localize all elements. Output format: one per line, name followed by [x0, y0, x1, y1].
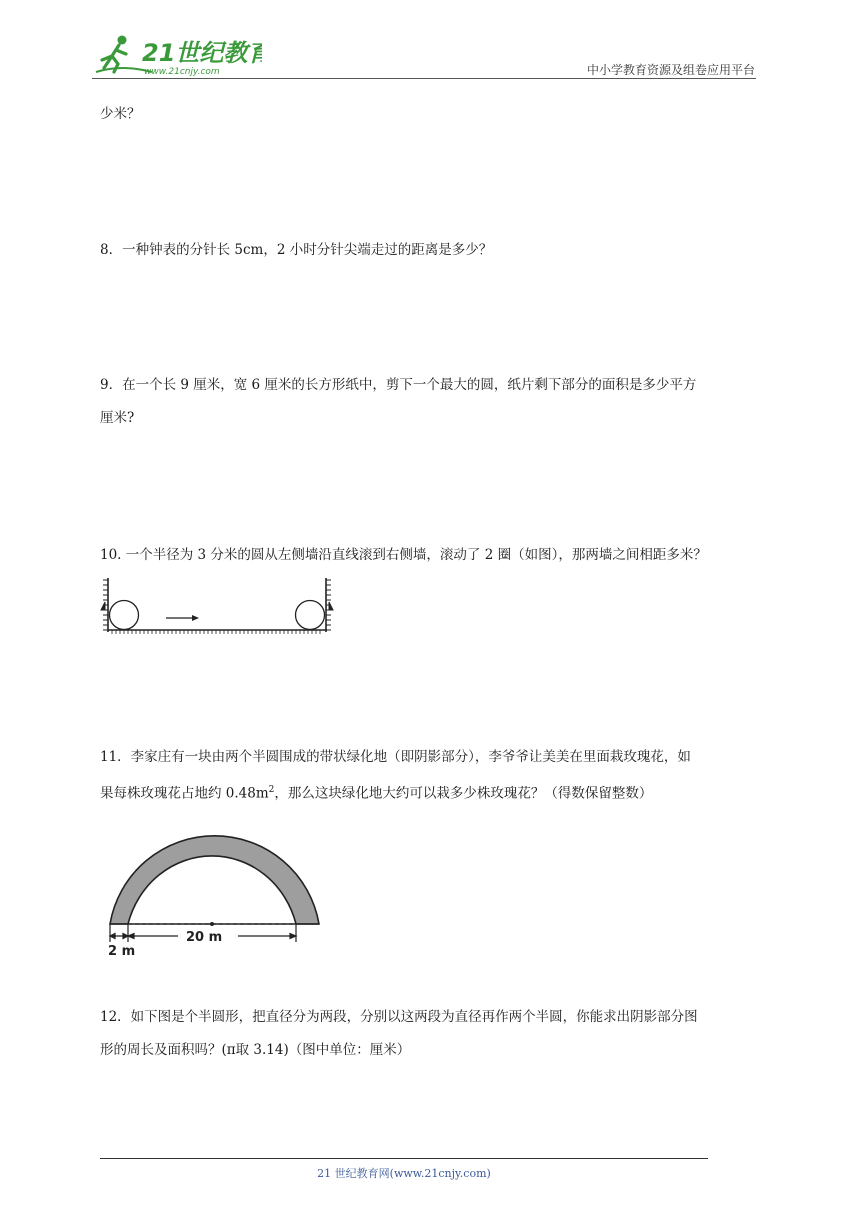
question-11: [100, 741, 765, 811]
question-8: 8．一种钟表的分针长 5cm，2 小时分针尖端走过的距离是多少？: [100, 242, 493, 258]
question-12: [100, 1001, 765, 1067]
left-wall: [101, 578, 108, 632]
question-11-line-2-post: ，那么这块绿化地大约可以栽多少株玫瑰花？（得数保留整数）: [274, 785, 653, 802]
question-7-continuation: 少米？: [100, 106, 141, 122]
right-wall: [326, 578, 333, 632]
figure-semicircle-band: [100, 810, 335, 964]
label-width: 2 m: [108, 944, 136, 959]
question-12-line-1: 12．如下图是个半圆形，把直径分为两段，分别以这两段为直径再作两个半圆，你能求出阴影部分图: [100, 1009, 698, 1025]
arrow-right-icon: [166, 615, 199, 621]
question-10: 10. 一个半径为 3 分米的圆从左侧墙沿直线滚到右侧墙，滚动了 2 圈（如图），那两墙之间相距多米？: [100, 547, 707, 563]
footer-divider: [100, 1158, 708, 1159]
question-11-line-2: [100, 774, 765, 811]
logo-url: www.21cnjy.com: [144, 67, 220, 77]
question-9-line-2: 厘米?: [100, 410, 135, 426]
header-platform-text: 中小学教育资源及组卷应用平台: [586, 63, 755, 77]
label-diameter: 20 m: [186, 930, 223, 945]
header-divider: [92, 78, 756, 79]
question-9-line-1: 9．在一个长 9 厘米，宽 6 厘米的长方形纸中，剪下一个最大的圆，纸片剩下部分的面积是多少平方: [100, 377, 697, 393]
center-point: [210, 922, 214, 926]
shaded-band: [110, 836, 319, 924]
figure-rolling-circle: [100, 574, 340, 640]
circle-end: [296, 601, 325, 630]
area-unit-superscript: 2: [268, 785, 275, 795]
question-11-line-2-pre: 果每株玫瑰花占地约 0.48m: [100, 785, 269, 802]
question-9: [100, 369, 765, 435]
question-11-line-1: 11．李家庄有一块由两个半圆围成的带状绿化地（即阴影部分），李爷爷让美美在里面栽玫瑰花，如: [100, 749, 691, 765]
question-12-line-2: 形的周长及面积吗？(π取 3.14)（图中单位：厘米）: [100, 1042, 411, 1058]
logo: [92, 28, 262, 80]
footer-site-link[interactable]: 21 世纪教育网(www.21cnjy.com): [317, 1167, 491, 1180]
circle-start: [110, 601, 139, 630]
logo-text: 21世纪教育: [142, 39, 262, 67]
